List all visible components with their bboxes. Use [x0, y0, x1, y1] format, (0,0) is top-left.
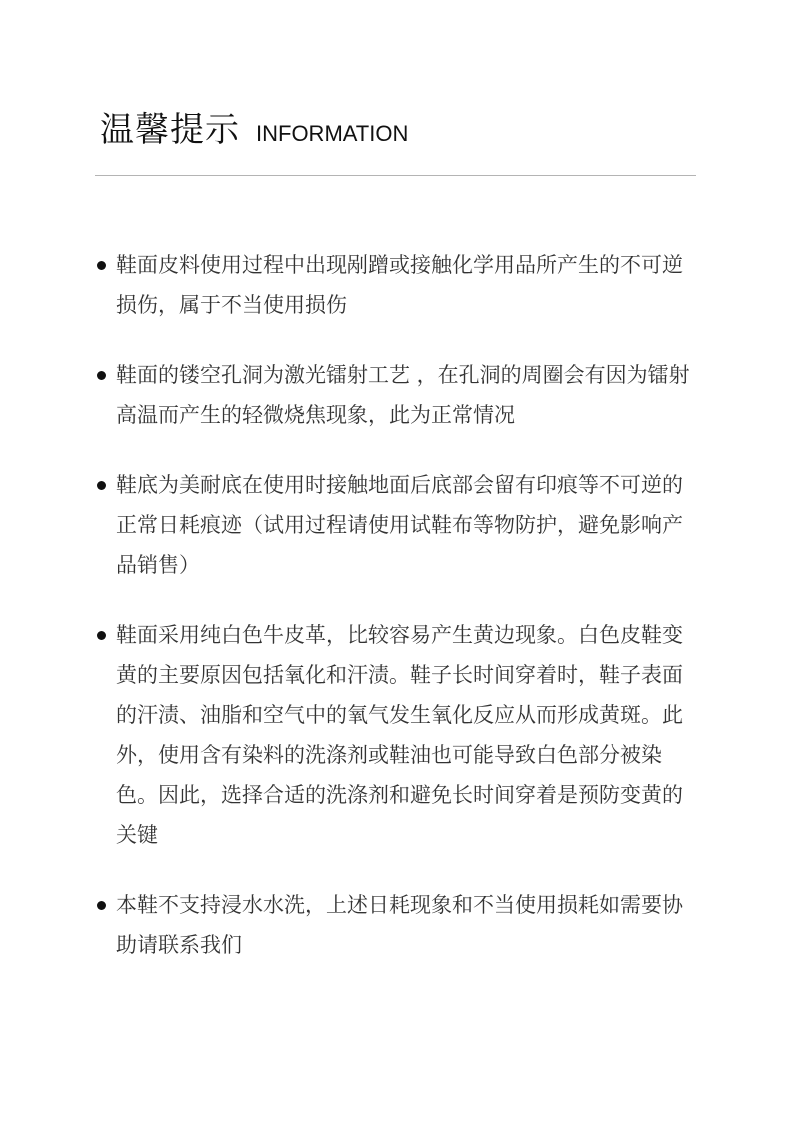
notice-text: 鞋面皮料使用过程中出现剐蹭或接触化学用品所产生的不可逆损伤，属于不当使用损伤	[116, 253, 683, 317]
bullet-dot-icon	[97, 261, 106, 270]
page-header	[100, 102, 408, 151]
notice-text: 本鞋不支持浸水水洗，上述日耗现象和不当使用损耗如需要协助请联系我们	[116, 893, 683, 957]
notice-item	[95, 885, 695, 965]
notice-item	[95, 465, 695, 585]
notice-item	[95, 355, 695, 435]
bullet-dot-icon	[97, 481, 106, 490]
page-subtitle: INFORMATION	[256, 121, 409, 146]
bullet-dot-icon	[97, 371, 106, 380]
header-divider	[95, 175, 696, 176]
bullet-dot-icon	[97, 631, 106, 640]
page-title: 温馨提示	[100, 110, 240, 150]
notice-list	[95, 245, 695, 995]
notice-item	[95, 615, 695, 855]
notice-text: 鞋面的镂空孔洞为激光镭射工艺 ，在孔洞的周圈会有因为镭射高温而产生的轻微烧焦现象，此为正常情况	[116, 363, 690, 427]
notice-text: 鞋面采用纯白色牛皮革，比较容易产生黄边现象。白色皮鞋变黄的主要原因包括氧化和汗渍。鞋子长时间穿着时，鞋子表面的汗渍、油脂和空气中的氧气发生氧化反应从而形成黄斑。此外，使用含有染料的洗涤剂或鞋油也可能导致白色部分被染色。因此，选择合适的洗涤剂和避免长时间穿着是预防变黄的关键	[116, 623, 683, 847]
notice-text: 鞋底为美耐底在使用时接触地面后底部会留有印痕等不可逆的正常日耗痕迹（试用过程请使用试鞋布等物防护，避免影响产品销售）	[116, 473, 683, 577]
bullet-dot-icon	[97, 901, 106, 910]
notice-item	[95, 245, 695, 325]
